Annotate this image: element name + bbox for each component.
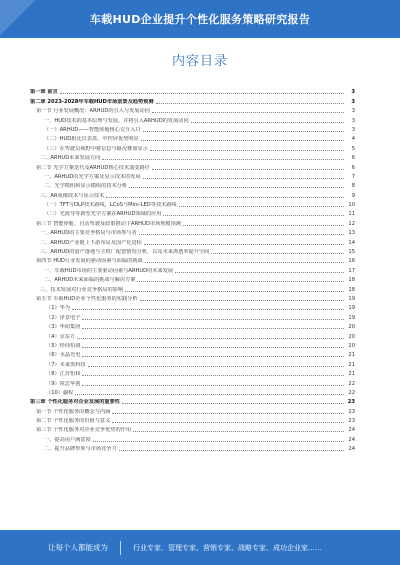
toc-dot-leader xyxy=(144,244,344,245)
toc-entry-label: 第三章 个性化服务对企业发展的重要性 xyxy=(30,399,120,406)
toc-entry-label: （8）江苏怡和 xyxy=(46,371,81,378)
toc-dot-leader xyxy=(143,178,344,179)
toc-entry[interactable] xyxy=(30,208,355,217)
toc-dot-leader xyxy=(175,272,344,273)
toc-dot-leader xyxy=(82,347,344,348)
toc-dot-leader xyxy=(106,197,344,198)
toc-dot-leader xyxy=(119,450,344,451)
toc-dot-leader xyxy=(179,206,344,207)
header-decoration xyxy=(0,0,50,38)
toc-entry-label: （3）华阳集团 xyxy=(46,324,81,331)
toc-dot-leader xyxy=(102,159,344,160)
toc-entry-page: 8 xyxy=(351,183,355,190)
toc-entry[interactable] xyxy=(30,387,355,396)
toc-entry-page: 19 xyxy=(348,305,355,312)
toc-entry-label: 三、ARHUD的量产落地与主机厂配套情况分析，以及未来渗透率提升空间 xyxy=(40,249,210,256)
toc-entry-page: 18 xyxy=(348,277,355,284)
page-footer xyxy=(0,530,400,565)
toc-entry[interactable] xyxy=(30,236,355,245)
toc-dot-leader xyxy=(122,403,344,404)
toc-dot-leader xyxy=(139,234,344,235)
toc-entry-page: 18 xyxy=(348,286,355,293)
toc-entry-label: （10）疆程 xyxy=(46,389,74,396)
toc-entry-page: 24 xyxy=(348,436,355,443)
toc-dot-leader xyxy=(112,413,344,414)
toc-entry[interactable] xyxy=(30,189,355,198)
toc-entry[interactable] xyxy=(30,302,355,311)
toc-entry-page: 11 xyxy=(348,211,355,218)
toc-entry-page: 20 xyxy=(348,342,355,349)
toc-entry[interactable] xyxy=(30,349,355,358)
toc-entry-label: 第二节 个性化服务的价值与意义 xyxy=(36,418,111,425)
toc-entry[interactable] xyxy=(30,95,355,104)
toc-entry-page: 19 xyxy=(348,314,355,321)
toc-dot-leader xyxy=(163,215,344,216)
toc-entry-label: （6）水晶光电 xyxy=(46,352,81,359)
toc-entry[interactable] xyxy=(30,124,355,133)
toc-entry-label: 三、技术发展对行业竞争格局的影响 xyxy=(40,286,124,293)
toc-entry-page: 14 xyxy=(348,239,355,246)
toc-entry-page: 3 xyxy=(351,89,355,96)
toc-entry-page: 7 xyxy=(351,173,355,180)
toc-entry-label: 第二节 光学方案迭代及ARHUD核心技术演变路径 xyxy=(36,164,150,171)
toc-entry-page: 10 xyxy=(348,202,355,209)
toc-entry[interactable] xyxy=(30,171,355,180)
toc-entry[interactable] xyxy=(30,217,355,226)
toc-entry-page: 3 xyxy=(351,98,355,105)
toc-dot-leader xyxy=(152,112,344,113)
toc-entry[interactable] xyxy=(30,142,355,151)
toc-entry-page: 16 xyxy=(348,258,355,265)
toc-entry-page: 23 xyxy=(347,399,355,406)
toc-entry-label: （5）经纬恒润 xyxy=(46,342,81,349)
toc-entry-label: 第一节 个性化服务的概念与内涵 xyxy=(36,408,111,415)
toc-entry-label: 第三节 智能座舱、自动驾驶及政策推动下ARHUD市场规模预测 xyxy=(36,220,181,227)
toc-entry[interactable] xyxy=(30,293,355,302)
toc-entry[interactable] xyxy=(30,114,355,123)
toc-dot-leader xyxy=(75,394,344,395)
toc-dot-leader xyxy=(145,262,344,263)
toc-entry-label: （4）京东方 xyxy=(46,333,76,340)
toc-entry[interactable] xyxy=(30,161,355,170)
toc-entry[interactable] xyxy=(30,152,355,161)
footer-brand-text: 让每个人都能成为 xyxy=(48,543,108,552)
toc-entry-label: （1）华为 xyxy=(46,305,71,312)
footer-roles-text: 行业专家、管理专家、营销专家、战略专家、成功企业家…… xyxy=(133,543,322,552)
toc-entry[interactable] xyxy=(30,199,355,208)
toc-entry-label: 二、提升品牌形象与市场竞争力 xyxy=(44,446,117,453)
toc-dot-leader xyxy=(82,385,344,386)
footer-separator xyxy=(120,541,121,555)
toc-dot-leader xyxy=(72,309,344,310)
toc-dot-leader xyxy=(125,291,344,292)
toc-entry-label: 三、AR成像技术与显示技术 xyxy=(40,192,105,199)
toc-entry-page: 17 xyxy=(348,267,355,274)
toc-dot-leader xyxy=(137,281,344,282)
toc-dot-leader xyxy=(156,103,344,104)
toc-entry[interactable] xyxy=(30,274,355,283)
report-title: 车载HUD企业提升个性化服务策略研究报告 xyxy=(89,13,311,26)
toc-dot-leader xyxy=(82,319,344,320)
toc-entry-label: 第四节 HUD行业发展的驱动因素与面临的挑战 xyxy=(36,258,143,265)
toc-entry-page: 3 xyxy=(351,126,355,133)
toc-entry[interactable] xyxy=(30,443,355,452)
toc-entry[interactable] xyxy=(30,227,355,236)
toc-entry-label: 一、HUD技术的基本原理与发展，并将引入ARHUD的发展动因 xyxy=(44,117,189,124)
toc-dot-leader xyxy=(93,441,344,442)
toc-entry[interactable] xyxy=(30,405,355,414)
toc-entry-page: 21 xyxy=(348,352,355,359)
toc-entry-page: 23 xyxy=(348,418,355,425)
toc-entry[interactable] xyxy=(30,283,355,292)
toc-entry[interactable] xyxy=(30,180,355,189)
toc-entry[interactable] xyxy=(30,433,355,442)
toc-entry-label: （一）ARHUD——智能座舱核心交互入口 xyxy=(44,126,141,133)
toc-entry[interactable] xyxy=(30,255,355,264)
toc-dot-leader xyxy=(88,366,344,367)
toc-entry-page: 22 xyxy=(348,380,355,387)
toc-dot-leader xyxy=(82,375,344,376)
toc-dot-leader xyxy=(183,225,344,226)
toc-entry[interactable] xyxy=(30,377,355,386)
toc-entry[interactable] xyxy=(30,368,355,377)
toc-entry[interactable] xyxy=(30,86,355,95)
toc-entry-page: 24 xyxy=(348,427,355,434)
toc-entry-label: 二、ARHUD未来面临的挑战与解决方案 xyxy=(44,277,136,284)
toc-dot-leader xyxy=(143,131,344,132)
toc-heading: 内容目录 xyxy=(171,54,228,69)
toc-dot-leader xyxy=(152,169,344,170)
toc-entry-page: 4 xyxy=(351,136,355,143)
toc-entry-page: 24 xyxy=(348,446,355,453)
toc-entry-label: （2）泽景电子 xyxy=(46,314,81,321)
toc-entry-label: （9）锐思华创 xyxy=(46,380,81,387)
toc-entry-label: （一）TFT与DLP技术路线，LCoS与Mini-LED等技术路线 xyxy=(44,202,177,209)
toc-entry-label: 第一章 前言 xyxy=(30,89,58,96)
toc-entry-label: 二、ARHUD未来发展方向 xyxy=(40,155,101,162)
toc-entry-page: 6 xyxy=(351,164,355,171)
toc-dot-leader xyxy=(191,122,344,123)
toc-entry[interactable] xyxy=(30,358,355,367)
toc-entry-page: 6 xyxy=(351,155,355,162)
toc-dot-leader xyxy=(211,253,344,254)
toc-entry-page: 15 xyxy=(348,249,355,256)
toc-entry[interactable] xyxy=(30,321,355,330)
toc-entry-page: 9 xyxy=(351,192,355,199)
toc-entry[interactable] xyxy=(30,311,355,320)
toc-entry-page: 21 xyxy=(348,371,355,378)
toc-entry-page: 20 xyxy=(348,324,355,331)
toc-entry-label: 第三节 个性化服务对企业竞争优势的作用 xyxy=(36,427,132,434)
toc-entry-label: （三）在驾驶员视野中将信息与路况叠加显示 xyxy=(44,145,148,152)
toc-dot-leader xyxy=(133,431,344,432)
toc-entry-page: 19 xyxy=(348,295,355,302)
toc-entry-label: 第二章 2023-2028年车载HUD市场前景及趋势预测 xyxy=(30,98,154,105)
toc-entry-label: 一、ARHUD的光学方案及显示技术的发展 xyxy=(44,173,141,180)
toc-dot-leader xyxy=(60,93,344,94)
toc-entry[interactable] xyxy=(30,264,355,273)
toc-dot-leader xyxy=(82,356,344,357)
toc-entry[interactable] xyxy=(30,105,355,114)
toc-dot-leader xyxy=(82,328,344,329)
toc-entry[interactable] xyxy=(30,415,355,424)
toc-dot-leader xyxy=(140,300,344,301)
toc-entry-page: 3 xyxy=(351,108,355,115)
toc-entry-page: 22 xyxy=(348,389,355,396)
toc-entry-page: 3 xyxy=(351,117,355,124)
toc-entry[interactable] xyxy=(30,246,355,255)
toc-dot-leader xyxy=(112,422,344,423)
toc-entry[interactable] xyxy=(30,133,355,142)
toc-entry-label: 第五节 车载HUD企业个性化服务的实践分析 xyxy=(36,295,138,302)
toc-entry-label: 一、车载HUD市场的主要驱动因素与ARHUD的未来发展 xyxy=(44,267,174,274)
toc-entry-page: 12 xyxy=(348,220,355,227)
toc-entry-page: 21 xyxy=(348,361,355,368)
toc-entry-label: 一、提高用户满意度 xyxy=(44,436,91,443)
toc-entry-label: （二）HUD相比仪表盘、中控屏优势明显 xyxy=(44,136,139,143)
report-header xyxy=(0,0,400,38)
table-of-contents xyxy=(30,86,355,452)
toc-dot-leader xyxy=(77,338,344,339)
toc-entry-page: 23 xyxy=(348,408,355,415)
toc-dot-leader xyxy=(141,140,344,141)
toc-dot-leader xyxy=(129,187,344,188)
toc-entry-label: 一、ARHUD的主要竞争格局与市场参与者 xyxy=(40,230,137,237)
toc-entry[interactable] xyxy=(30,330,355,339)
toc-dot-leader xyxy=(150,150,344,151)
toc-entry-label: （7）未来黑科技 xyxy=(46,361,86,368)
toc-entry-page: 20 xyxy=(348,333,355,340)
toc-entry-label: 二、ARHUD产业链上下游布局及国产化进程 xyxy=(40,239,142,246)
toc-entry-page: 5 xyxy=(351,145,355,152)
toc-entry-label: （二）光波导等新型光学方案在ARHUD领域的应用 xyxy=(44,211,162,218)
toc-entry-page: 13 xyxy=(348,230,355,237)
toc-entry-label: 二、光学模组和显示模组的技术分析 xyxy=(44,183,128,190)
toc-entry[interactable] xyxy=(30,396,355,405)
toc-entry[interactable] xyxy=(30,340,355,349)
toc-entry-label: 第一节 行业发展概况：ARHUD的引入与发展动因 xyxy=(36,108,150,115)
toc-entry[interactable] xyxy=(30,424,355,433)
